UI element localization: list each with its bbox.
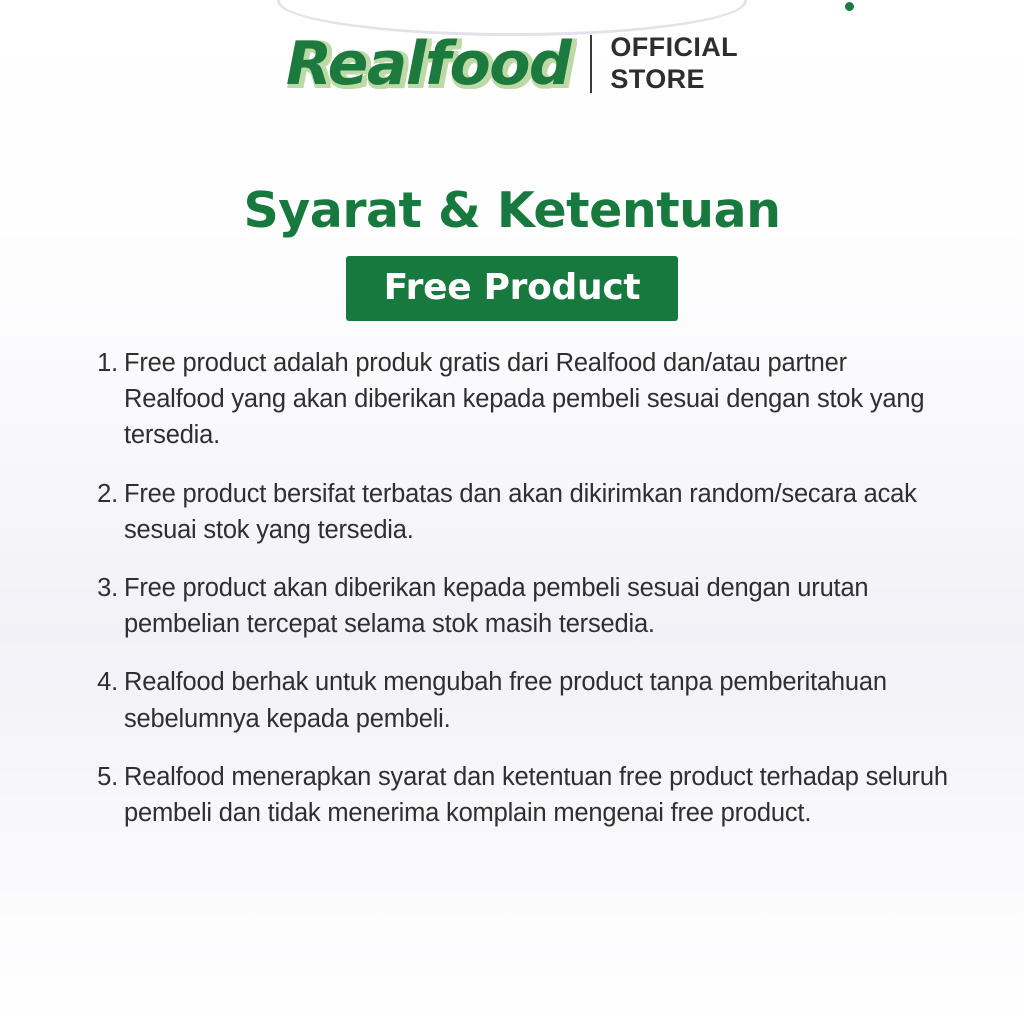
- list-item: Free product bersifat terbatas dan akan dikirimkan random/secara acak sesuai stok yang tersedia.: [124, 479, 917, 544]
- subtitle-badge: Free Product: [346, 256, 679, 321]
- list-item: Free product akan diberikan kepada pembeli sesuai dengan urutan pembelian tercepat selama stok masih tersedia.: [124, 574, 869, 639]
- brand-logo: [0, 28, 1024, 99]
- page-title: Syarat & Ketentuan: [243, 182, 781, 239]
- logo-store-label: [610, 32, 738, 96]
- list-item: Realfood menerapkan syarat dan ketentuan free product terhadap seluruh pembeli dan tidak menerima komplain mengenai free product.: [124, 762, 948, 828]
- terms-list: [88, 345, 948, 853]
- logo-store-line-2: STORE: [610, 63, 705, 94]
- list-item: Free product adalah produk gratis dari Realfood dan/atau partner Realfood yang akan diberikan kepada pembeli sesuai dengan stok yang tersedia.: [124, 349, 925, 450]
- logo-divider: [590, 35, 592, 93]
- logo-wordmark: Realfood: [285, 28, 571, 99]
- logo-store-line-1: OFFICIAL: [610, 32, 739, 62]
- decorative-dot: [845, 2, 854, 11]
- list-item: Realfood berhak untuk mengubah free product tanpa pemberitahuan sebelumnya kepada pembeli.: [124, 668, 887, 733]
- subtitle-badge-wrap: [0, 256, 1024, 321]
